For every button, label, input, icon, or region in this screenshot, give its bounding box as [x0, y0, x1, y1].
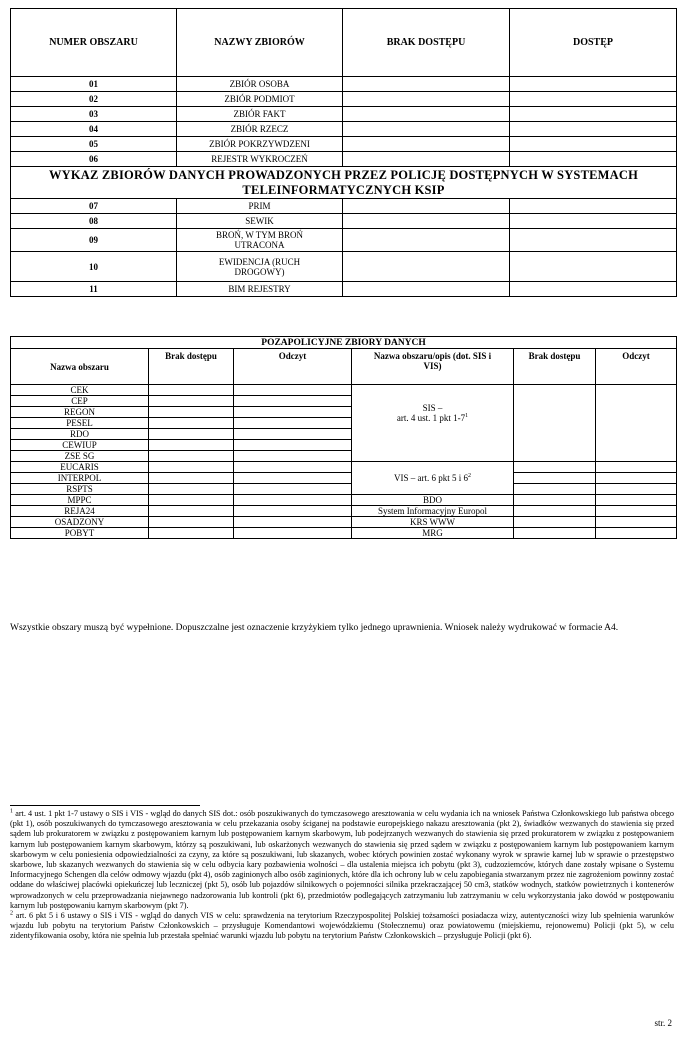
area-number: 09 — [11, 229, 177, 252]
area-number: 01 — [11, 77, 177, 92]
read-cell[interactable] — [234, 506, 352, 517]
access-cell[interactable] — [510, 214, 677, 229]
access-cell[interactable] — [510, 107, 677, 122]
area-name: PRIM — [177, 199, 343, 214]
access-cell[interactable] — [510, 229, 677, 252]
table-row — [11, 229, 677, 252]
read-cell[interactable] — [234, 418, 352, 429]
read-cell[interactable] — [234, 517, 352, 528]
access-cell[interactable] — [510, 199, 677, 214]
footnote-ref-1: 1 — [465, 413, 469, 419]
no-access-cell[interactable] — [343, 77, 510, 92]
access-cell[interactable] — [510, 282, 677, 297]
no-access-cell[interactable] — [149, 484, 234, 495]
area-name: BIM REJESTRY — [177, 282, 343, 297]
access-cell[interactable] — [510, 137, 677, 152]
read-cell[interactable] — [234, 385, 352, 396]
table-row — [11, 252, 677, 282]
read-cell[interactable] — [234, 429, 352, 440]
footnote-2-text: art. 6 pkt 5 i 6 ustawy o SIS i VIS - wgląd do danych VIS w celu: sprawdzenia na terytorium Rzeczypospolitej Polskiej tożsamości posiadacza wizy, autentyczności wizy lub spełnienia warunków wjazdu lub pobytu na terytorium Państw Członkowskich – przysługuje Komendantowi wojewódzkiemu (Stołecznemu) oraz powiatowemu (miejskiemu, rejonowemu) Policji (pkt 5), w celu zidentyfikowania osoby, która nie spełnia lub przestała spełniać warunki wjazdu lub pobytu na terytorium Państw Członkowskich – przysługuje Policji (pkt 6). — [10, 911, 675, 941]
area-name: ZBIÓR PODMIOT — [177, 92, 343, 107]
area-name: REJESTR WYKROCZEŃ — [177, 152, 343, 167]
footnotes — [10, 809, 674, 942]
table-row — [11, 214, 677, 229]
access-cell[interactable] — [510, 252, 677, 282]
area-name-right: BDO — [352, 495, 514, 506]
area-name: POBYT — [11, 528, 149, 539]
footnote-divider — [10, 805, 200, 806]
sis-reference: art. 4 ust. 1 pkt 1-7 — [396, 413, 466, 423]
read-cell[interactable] — [234, 407, 352, 418]
area-name: CEWIUP — [11, 440, 149, 451]
area-name-right: MRG — [352, 528, 514, 539]
area-name: CEP — [11, 396, 149, 407]
area-number: 06 — [11, 152, 177, 167]
area-number: 04 — [11, 122, 177, 137]
table-row — [11, 122, 677, 137]
no-access-cell[interactable] — [149, 495, 234, 506]
area-number: 05 — [11, 137, 177, 152]
header-collection-names: NAZWY ZBIORÓW — [177, 9, 343, 77]
area-name: ZBIÓR RZECZ — [177, 122, 343, 137]
header-no-access: Brak dostępu — [149, 349, 234, 385]
footnote-2 — [10, 911, 674, 942]
table-title: POZAPOLICYJNE ZBIORY DANYCH — [11, 337, 677, 349]
area-number: 10 — [11, 252, 177, 282]
area-number: 03 — [11, 107, 177, 122]
non-police-data-table — [10, 336, 677, 539]
read-cell[interactable] — [234, 528, 352, 539]
header-area-name: Nazwa obszaru — [11, 349, 149, 385]
area-number: 07 — [11, 199, 177, 214]
table-row — [11, 462, 677, 473]
vis-no-access-cell[interactable] — [514, 484, 596, 495]
no-access-cell-right[interactable] — [514, 517, 596, 528]
area-name: ZBIÓR POKRZYWDZENI — [177, 137, 343, 152]
instructions-note: Wszystkie obszary muszą być wypełnione. Dopuszczalne jest oznaczenie krzyżykiem tylko jednego uprawnienia. Wniosek należy wydrukować w formacie A4. — [10, 623, 619, 633]
access-cell[interactable] — [510, 92, 677, 107]
area-name: EUCARIS — [11, 462, 149, 473]
read-cell-right[interactable] — [596, 517, 677, 528]
footnote-ref-2: 2 — [468, 473, 471, 479]
area-number: 08 — [11, 214, 177, 229]
table-header-row — [11, 9, 677, 77]
read-cell[interactable] — [234, 462, 352, 473]
area-name-right: System Informacyjny Europol — [352, 506, 514, 517]
area-name: CEK — [11, 385, 149, 396]
table-row — [11, 92, 677, 107]
no-access-cell-right[interactable] — [514, 495, 596, 506]
sis-read-cell[interactable] — [596, 385, 677, 462]
table-row — [11, 199, 677, 214]
no-access-cell[interactable] — [343, 282, 510, 297]
ksip-areas-table — [10, 8, 677, 297]
no-access-cell[interactable] — [343, 199, 510, 214]
vis-no-access-cell[interactable] — [514, 473, 596, 484]
area-number: 02 — [11, 92, 177, 107]
header-area-number: NUMER OBSZARU — [11, 9, 177, 77]
read-cell[interactable] — [234, 495, 352, 506]
no-access-cell[interactable] — [149, 385, 234, 396]
no-access-cell[interactable] — [343, 252, 510, 282]
footnote-1-text: art. 4 ust. 1 pkt 1-7 ustawy o SIS i VIS - wgląd do danych SIS dot.: osób poszukiwanych do tymczasowego aresztowania w celu wydania ich na wniosek Państwa Członkowskiego lub państwa obcego (pkt 1), osób poszukiwanych do tymczasowego aresztowania w celu przekazania osoby ściganej na podstawie europejskiego nakazu aresztowania (pkt 2), świadków wezwanych do stawienia się przed sądem lub prokuratorem w związku z postępowaniem karnym lub postępowaniem karnym skarbowym, lub podejrzanych wezwanych do stawienia się przed prokuratorem w związku z postępowaniem karnym lub postępowaniem karnym skarbowym, którzy są poszukiwani, lub oskarżonych wezwanych do stawienia się przed sądem w związku z postępowaniem karnym lub postępowaniem karnym skarbowym w celu poniesienia odpowiedzialności za czyny, za które są poszukiwani, lub skazanych, wobec których powinien zostać wykonany wyrok w sprawie karnej lub w sprawie o przestępstwo skarbowe, lub skazanych wezwanych do stawienia się w celu odbycia kary pozbawienia wolności – dla ustalenia miejsca ich pobytu (pkt 3), cudzoziemców, których dane zostały wpisane o Systemu Informacyjnego Schengen dla celów odmowy wjazdu (pkt 4), osób zaginionych albo osób zaginionych, które dla ich ochrony lub w celu zapobiegania stwarzanym przez nie zagrożeniom powinny zostać oddane do właściwej placówki opiekuńczej lub leczniczej (pkt 5), osób lub pojazdów silnikowych o pojemności silnika przekraczającej 50 cm3, statków wodnych, statków powietrznych i kontenerów wprowadzonych w celu przeprowadzania niejawnego nadzorowania lub kontroli (pkt 6), przedmiotów podlegających zatrzymaniu lub zatrzymaniu w celu wykorzystania jako dowód w postępowaniu karnym lub postępowaniu karnym skarbowym (pkt 7). — [10, 809, 674, 910]
footnote-1 — [10, 809, 674, 911]
no-access-cell[interactable] — [149, 528, 234, 539]
vis-label: VIS – art. 6 pkt 5 i 6 — [394, 473, 468, 483]
table-row — [11, 517, 677, 528]
no-access-cell[interactable] — [149, 429, 234, 440]
footnote-mark-2: 2 — [10, 910, 13, 917]
read-cell[interactable] — [234, 473, 352, 484]
no-access-cell[interactable] — [343, 107, 510, 122]
footnote-mark-1: 1 — [10, 808, 13, 815]
page-number: str. 2 — [654, 1018, 672, 1028]
vis-description — [352, 462, 514, 495]
area-name: RSPTS — [11, 484, 149, 495]
header-read: Odczyt — [234, 349, 352, 385]
no-access-cell[interactable] — [343, 214, 510, 229]
table-row — [11, 506, 677, 517]
vis-read-cell[interactable] — [596, 484, 677, 495]
table-row — [11, 137, 677, 152]
read-cell[interactable] — [234, 396, 352, 407]
area-name: OSADZONY — [11, 517, 149, 528]
no-access-cell[interactable] — [149, 440, 234, 451]
read-cell[interactable] — [234, 484, 352, 495]
area-name: RDO — [11, 429, 149, 440]
no-access-cell[interactable] — [149, 418, 234, 429]
sis-no-access-cell[interactable] — [514, 385, 596, 462]
read-cell[interactable] — [234, 451, 352, 462]
read-cell[interactable] — [234, 440, 352, 451]
table-row — [11, 107, 677, 122]
table-row — [11, 77, 677, 92]
no-access-cell[interactable] — [343, 137, 510, 152]
header-area-description: Nazwa obszaru/opis (dot. SIS i VIS) — [352, 349, 514, 385]
access-cell[interactable] — [510, 122, 677, 137]
access-cell[interactable] — [510, 152, 677, 167]
vis-no-access-cell[interactable] — [514, 462, 596, 473]
no-access-cell[interactable] — [149, 407, 234, 418]
no-access-cell-right[interactable] — [514, 528, 596, 539]
table-row — [11, 473, 677, 484]
read-cell-right[interactable] — [596, 495, 677, 506]
sis-label: SIS – — [422, 403, 443, 413]
table-row — [11, 528, 677, 539]
table-row — [11, 282, 677, 297]
no-access-cell[interactable] — [149, 462, 234, 473]
header-no-access-right: Brak dostępu — [514, 349, 596, 385]
vis-read-cell[interactable] — [596, 473, 677, 484]
area-name-right: KRS WWW — [352, 517, 514, 528]
no-access-cell[interactable] — [149, 396, 234, 407]
no-access-cell[interactable] — [343, 229, 510, 252]
header-read-right: Odczyt — [596, 349, 677, 385]
vis-read-cell[interactable] — [596, 462, 677, 473]
no-access-cell[interactable] — [343, 152, 510, 167]
area-name: REGON — [11, 407, 149, 418]
read-cell-right[interactable] — [596, 506, 677, 517]
table-row — [11, 484, 677, 495]
area-name: ZBIÓR FAKT — [177, 107, 343, 122]
table-row — [11, 152, 677, 167]
no-access-cell[interactable] — [149, 506, 234, 517]
area-name: ZBIÓR OSOBA — [177, 77, 343, 92]
area-name: BROŃ, W TYM BROŃ UTRACONA — [177, 229, 343, 252]
header-access: DOSTĘP — [510, 9, 677, 77]
area-name: INTERPOL — [11, 473, 149, 484]
access-cell[interactable] — [510, 77, 677, 92]
table-header-row — [11, 349, 677, 385]
section-title-row — [11, 167, 677, 199]
area-name: REJA24 — [11, 506, 149, 517]
area-name: MPPC — [11, 495, 149, 506]
table-row — [11, 495, 677, 506]
no-access-cell[interactable] — [149, 451, 234, 462]
no-access-cell[interactable] — [149, 517, 234, 528]
area-number: 11 — [11, 282, 177, 297]
area-name: ZSE SG — [11, 451, 149, 462]
no-access-cell-right[interactable] — [514, 506, 596, 517]
section-title: WYKAZ ZBIORÓW DANYCH PROWADZONYCH PRZEZ POLICJĘ DOSTĘPNYCH W SYSTEMACH TELEINFORMATYCZNYCH KSIP — [11, 167, 677, 199]
area-name: EWIDENCJA (RUCH DROGOWY) — [177, 252, 343, 282]
sis-description — [352, 385, 514, 462]
header-no-access: BRAK DOSTĘPU — [343, 9, 510, 77]
table-title-row — [11, 337, 677, 349]
read-cell-right[interactable] — [596, 528, 677, 539]
no-access-cell[interactable] — [343, 92, 510, 107]
no-access-cell[interactable] — [149, 473, 234, 484]
no-access-cell[interactable] — [343, 122, 510, 137]
area-name: PESEL — [11, 418, 149, 429]
area-name: SEWIK — [177, 214, 343, 229]
table-row — [11, 385, 677, 396]
